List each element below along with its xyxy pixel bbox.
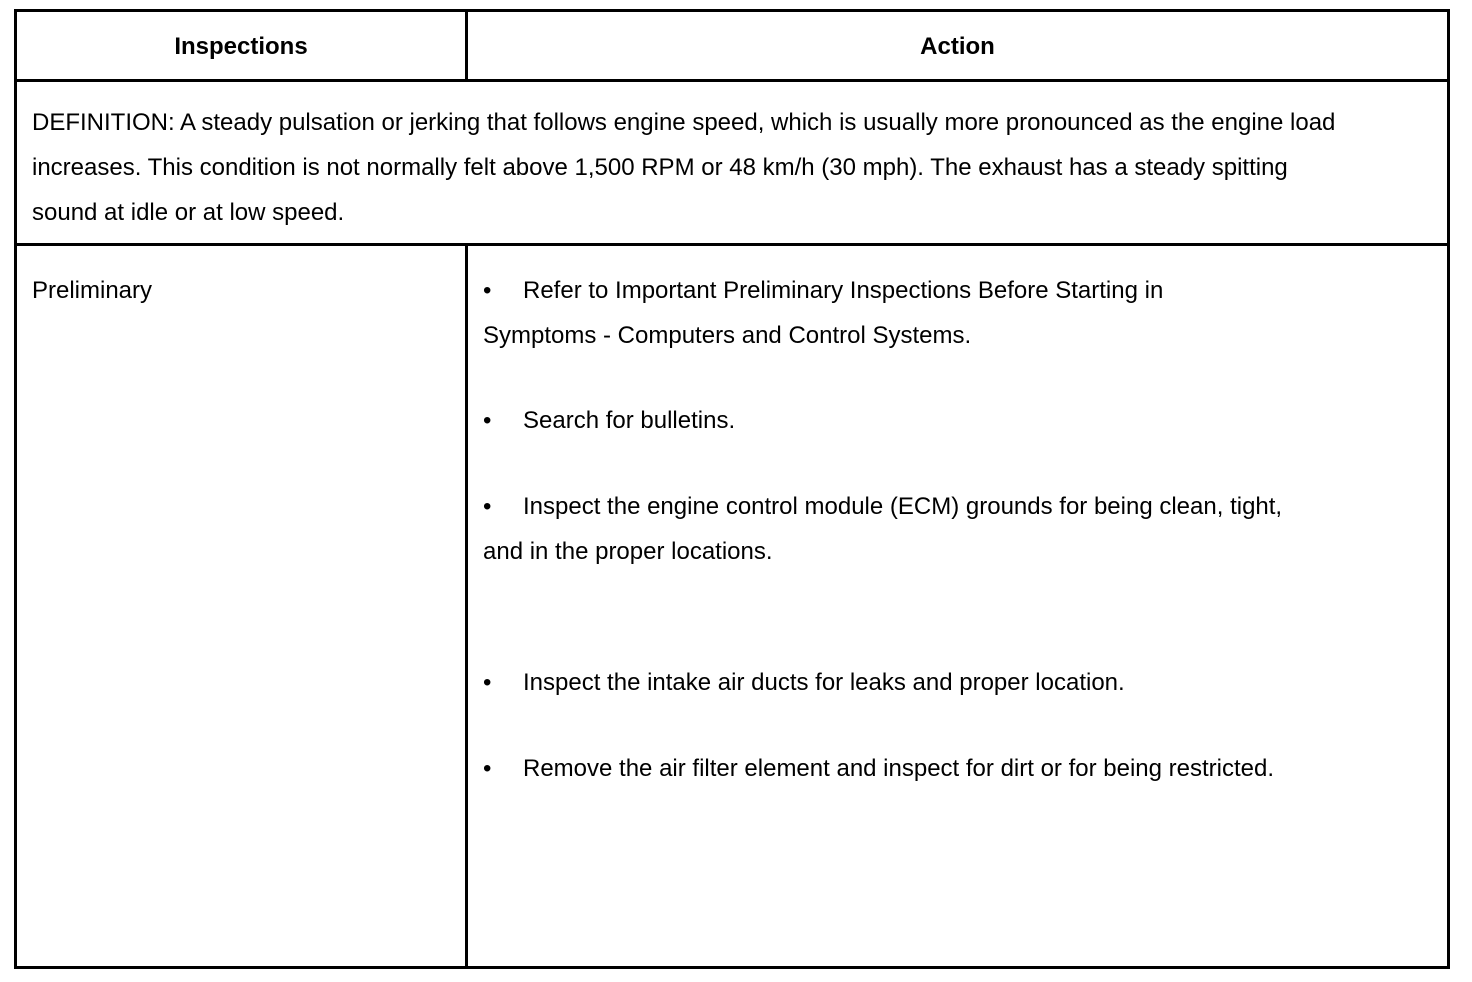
action-item	[483, 484, 1283, 574]
action-text: Inspect the engine control module (ECM) grounds for being clean, tight, and in the proper locations.	[483, 493, 1283, 565]
inspection-label: Preliminary	[32, 277, 153, 304]
bullet-icon: •	[483, 493, 492, 520]
bullet-icon: •	[483, 407, 492, 434]
column-header-action: Action	[920, 33, 995, 60]
column-header-inspections: Inspections	[174, 33, 308, 60]
definition-text: DEFINITION: A steady pulsation or jerking that follows engine speed, which is usually more pronounced as the engine load increases. This condition is not normally felt above 1,500 RPM or 48 km/h (30 mph). The exhaust has a steady spitting sound at idle or at low speed.	[32, 109, 1336, 226]
bullet-icon: •	[483, 669, 492, 696]
table-header-row	[17, 12, 1447, 82]
bullet-icon: •	[483, 755, 492, 782]
action-text: Remove the air filter element and inspect for dirt or for being restricted.	[523, 755, 1275, 782]
action-text: Search for bulletins.	[523, 407, 736, 434]
table-row	[17, 246, 1447, 966]
bullet-icon: •	[483, 277, 492, 304]
action-text: Inspect the intake air ducts for leaks and proper location.	[523, 669, 1125, 696]
action-text: Refer to Important Preliminary Inspections Before Starting in Symptoms - Computers and Control Systems.	[483, 277, 1164, 349]
diagnostic-table	[14, 9, 1450, 969]
column-divider	[465, 246, 468, 966]
action-item	[483, 660, 1283, 705]
action-item	[483, 268, 1283, 358]
action-item	[483, 398, 1283, 443]
action-item	[483, 746, 1283, 791]
definition-row	[17, 82, 1447, 246]
